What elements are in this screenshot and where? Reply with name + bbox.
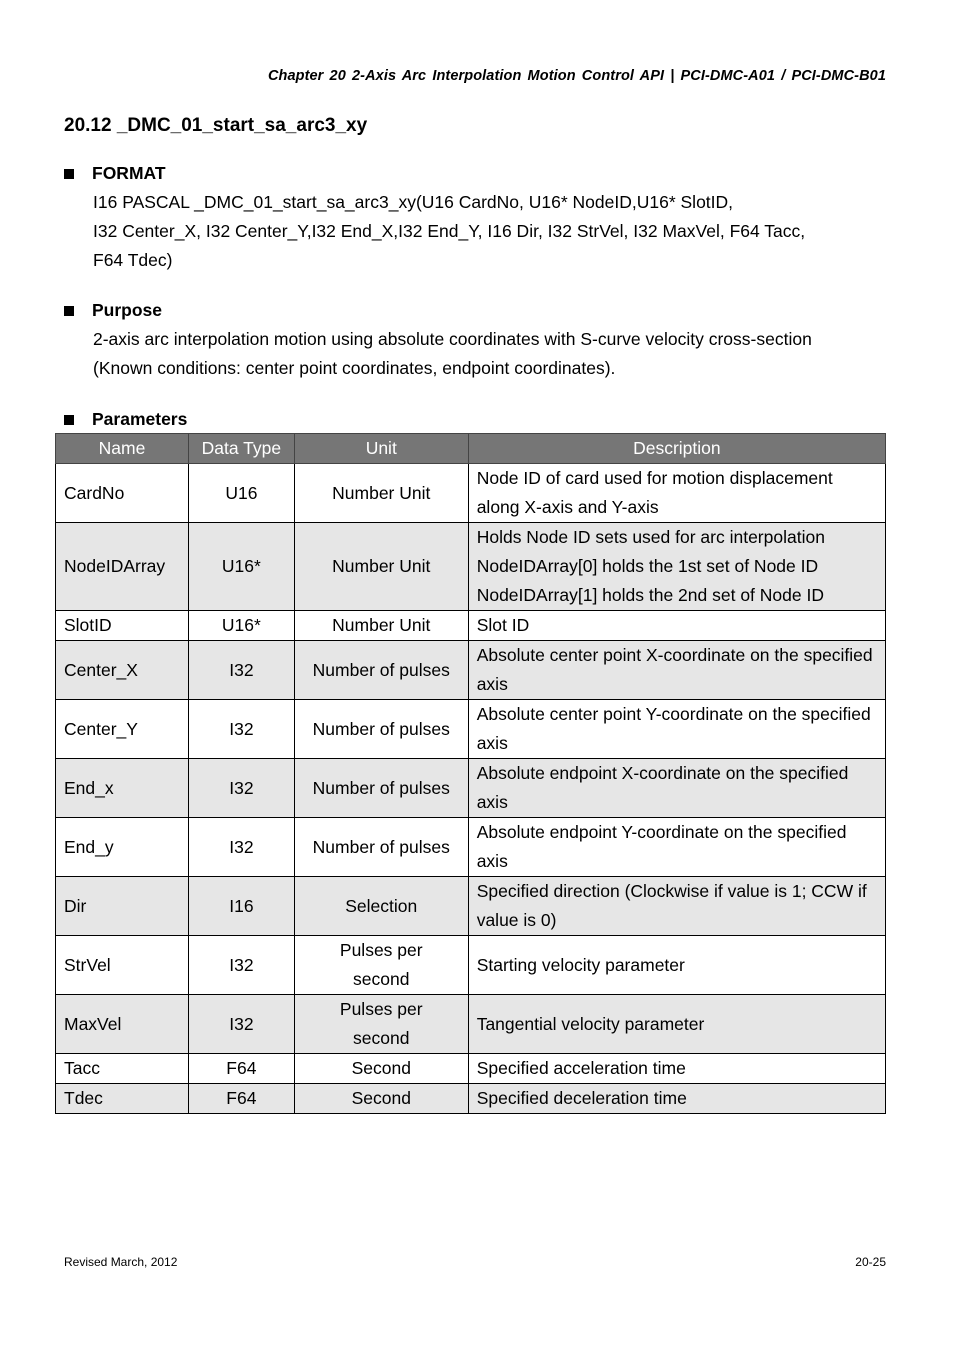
purpose-text xyxy=(93,325,893,383)
param-unit: Number Unit xyxy=(294,464,468,523)
param-unit: Second xyxy=(294,1084,468,1114)
param-type: I32 xyxy=(188,700,294,759)
param-unit: Number Unit xyxy=(294,523,468,611)
param-type: U16* xyxy=(188,611,294,641)
table-row xyxy=(56,700,886,759)
param-name: StrVel xyxy=(56,936,189,995)
param-desc: Specified deceleration time xyxy=(468,1084,885,1114)
param-unit: Number Unit xyxy=(294,611,468,641)
param-name: NodeIDArray xyxy=(56,523,189,611)
param-type: F64 xyxy=(188,1084,294,1114)
param-name: Dir xyxy=(56,877,189,936)
param-type: I32 xyxy=(188,759,294,818)
table-row xyxy=(56,995,886,1054)
param-type: U16 xyxy=(188,464,294,523)
param-type: F64 xyxy=(188,1054,294,1084)
table-row xyxy=(56,1054,886,1084)
param-desc: Starting velocity parameter xyxy=(468,936,885,995)
param-desc: Slot ID xyxy=(468,611,885,641)
format-heading xyxy=(64,163,166,184)
table-row xyxy=(56,641,886,700)
param-name: Center_Y xyxy=(56,700,189,759)
param-unit: Number of pulses xyxy=(294,818,468,877)
param-name: Center_X xyxy=(56,641,189,700)
section-title: 20.12 _DMC_01_start_sa_arc3_xy xyxy=(64,115,368,136)
table-row xyxy=(56,464,886,523)
param-name: End_y xyxy=(56,818,189,877)
param-desc: Holds Node ID sets used for arc interpolation NodeIDArray[0] holds the 1st set of Node ID NodeIDArray[1] holds the 2nd set of Node ID xyxy=(468,523,885,611)
bullet-square-icon xyxy=(64,415,74,425)
bullet-square-icon xyxy=(64,169,74,179)
param-unit: Pulses per second xyxy=(294,995,468,1054)
table-header-row xyxy=(56,434,886,464)
param-name: MaxVel xyxy=(56,995,189,1054)
param-desc: Absolute center point X-coordinate on the specified axis xyxy=(468,641,885,700)
param-name: Tdec xyxy=(56,1084,189,1114)
column-header-unit: Unit xyxy=(294,434,468,464)
param-unit: Number of pulses xyxy=(294,700,468,759)
table-row xyxy=(56,523,886,611)
param-unit: Number of pulses xyxy=(294,759,468,818)
purpose-line: (Known conditions: center point coordinates, endpoint coordinates). xyxy=(93,358,616,378)
footer-revision: Revised March, 2012 xyxy=(64,1255,178,1269)
column-header-data-type: Data Type xyxy=(188,434,294,464)
param-name: CardNo xyxy=(56,464,189,523)
param-type: I16 xyxy=(188,877,294,936)
page-header: Chapter 20 2-Axis Arc Interpolation Motion Control API | PCI-DMC-A01 / PCI-DMC-B01 xyxy=(267,68,886,84)
format-line: I32 Center_X, I32 Center_Y,I32 End_X,I32 End_Y, I16 Dir, I32 StrVel, I32 MaxVel, F64 Tacc, xyxy=(93,221,806,241)
param-desc: Absolute endpoint X-coordinate on the specified axis xyxy=(468,759,885,818)
parameters-table xyxy=(55,433,886,1114)
param-type: I32 xyxy=(188,818,294,877)
param-type: I32 xyxy=(188,936,294,995)
footer-page-number: 20-25 xyxy=(855,1255,886,1269)
parameters-heading-label: Parameters xyxy=(92,409,188,429)
param-desc: Specified direction (Clockwise if value is 1; CCW if value is 0) xyxy=(468,877,885,936)
format-heading-label: FORMAT xyxy=(92,163,166,183)
purpose-heading xyxy=(64,300,162,321)
param-desc: Specified acceleration time xyxy=(468,1054,885,1084)
purpose-line: 2-axis arc interpolation motion using absolute coordinates with S-curve velocity cross-section xyxy=(93,329,812,349)
param-unit: Second xyxy=(294,1054,468,1084)
parameters-heading xyxy=(64,409,187,430)
param-type: I32 xyxy=(188,641,294,700)
table-row xyxy=(56,877,886,936)
purpose-heading-label: Purpose xyxy=(92,300,163,320)
format-line: I16 PASCAL _DMC_01_start_sa_arc3_xy(U16 CardNo, U16* NodeID,U16* SlotID, xyxy=(93,192,734,212)
table-row xyxy=(56,611,886,641)
param-unit: Pulses per second xyxy=(294,936,468,995)
param-name: SlotID xyxy=(56,611,189,641)
param-desc: Node ID of card used for motion displacement along X-axis and Y-axis xyxy=(468,464,885,523)
param-desc: Absolute center point Y-coordinate on the specified axis xyxy=(468,700,885,759)
param-name: Tacc xyxy=(56,1054,189,1084)
param-unit: Number of pulses xyxy=(294,641,468,700)
table-row xyxy=(56,936,886,995)
format-signature xyxy=(93,188,893,275)
format-line: F64 Tdec) xyxy=(93,250,173,270)
table-row xyxy=(56,1084,886,1114)
bullet-square-icon xyxy=(64,306,74,316)
param-unit: Selection xyxy=(294,877,468,936)
table-row xyxy=(56,818,886,877)
param-type: U16* xyxy=(188,523,294,611)
param-desc: Absolute endpoint Y-coordinate on the specified axis xyxy=(468,818,885,877)
param-desc: Tangential velocity parameter xyxy=(468,995,885,1054)
param-type: I32 xyxy=(188,995,294,1054)
param-name: End_x xyxy=(56,759,189,818)
column-header-name: Name xyxy=(56,434,189,464)
column-header-description: Description xyxy=(468,434,885,464)
table-row xyxy=(56,759,886,818)
